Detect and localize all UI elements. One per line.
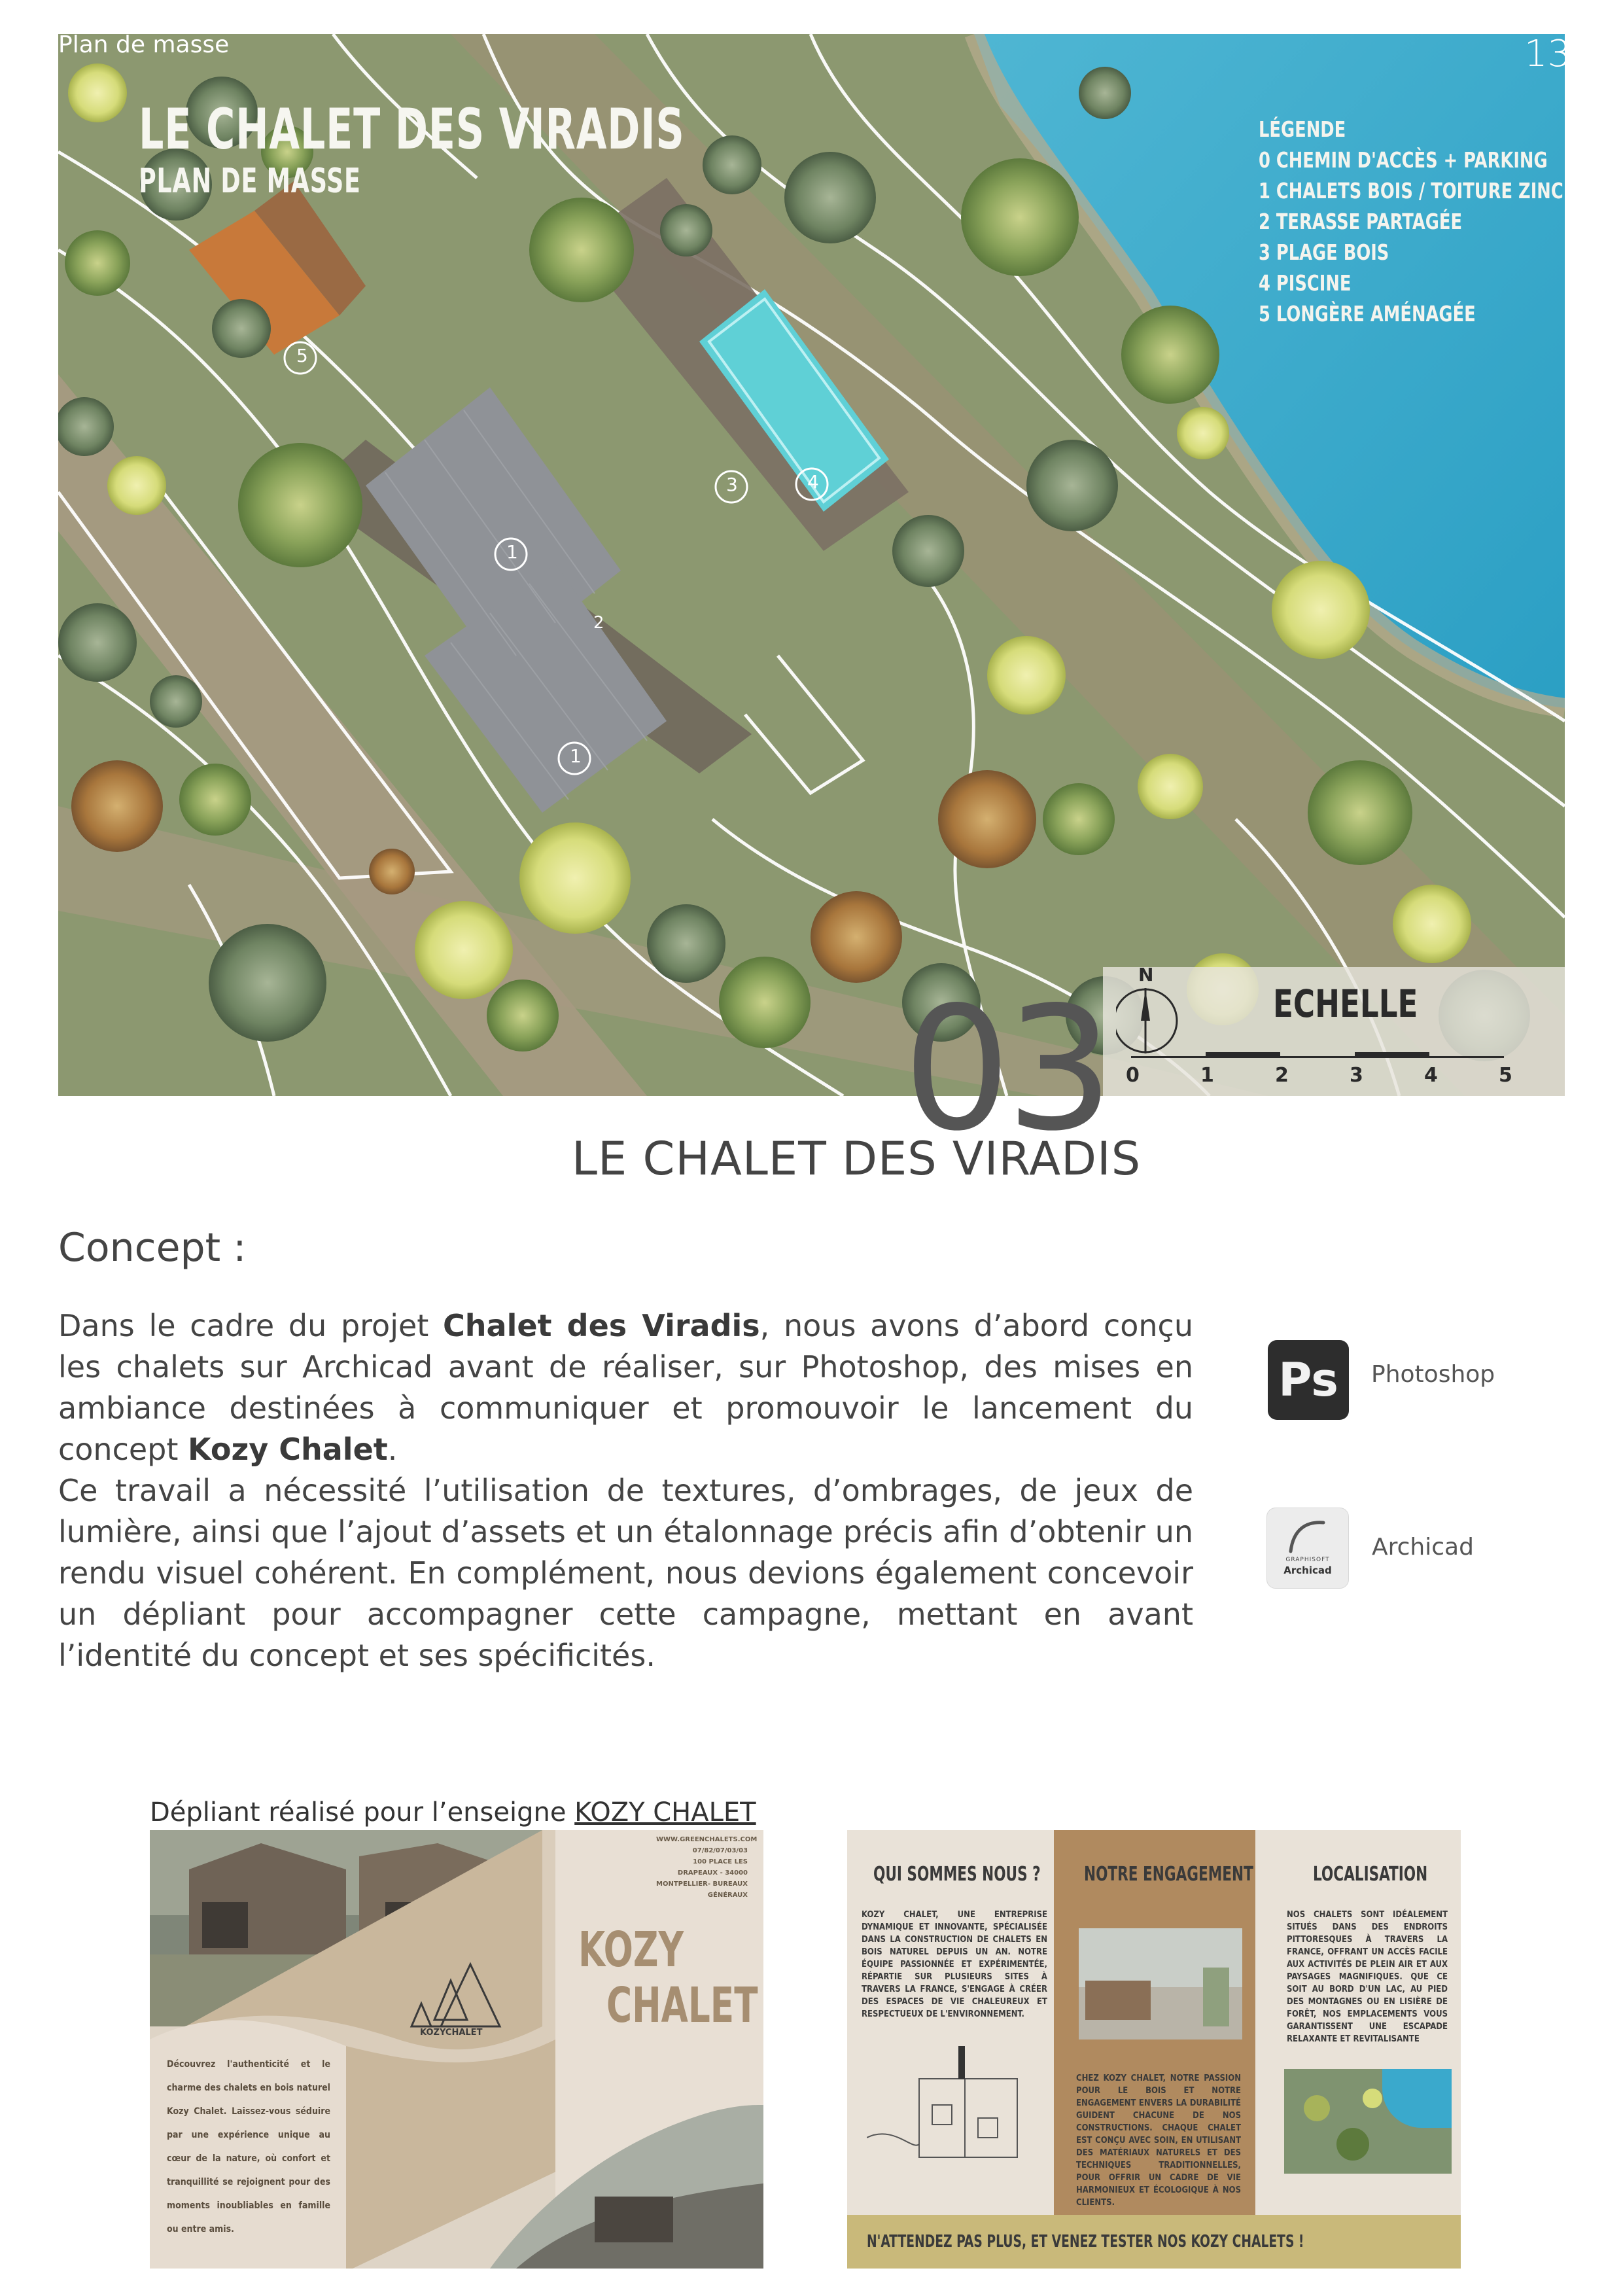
scale-bar-segment: [1206, 1052, 1280, 1058]
north-arrow-icon: [1116, 980, 1188, 1059]
brochure-brand-kozy: KOZY: [578, 1922, 684, 1978]
scale-bar-segment: [1355, 1052, 1429, 1058]
archicad-icon-brand: GRAPHISOFT: [1285, 1557, 1330, 1563]
col2-body: CHEZ KOZY CHALET, NOTRE PASSION POUR LE BOIS ET NOTRE ENGAGEMENT ENVERS LA DURABILITÉ GUIDENT CHACUNE DE NOS CONSTRUCTIONS. CHAQUE CHALET EST CONÇU AVEC SOIN, EN UTILISANT DES MATÉRIAUX NATURELS ET DES TECHNIQUES TRADITIONNELLES, POUR OFFRIR UN CADRE DE VIE HARMONIEUX ET ÉCOLOGIQUE À NOS CLIENTS.: [1076, 2074, 1241, 2208]
legend-item: 5 LONGÈRE AMÉNAGÉE: [1259, 301, 1476, 327]
section-label: Plan de masse: [58, 31, 230, 58]
legend-item: 1 CHALETS BOIS / TOITURE ZINC: [1259, 178, 1563, 203]
col2-photo: [1079, 1928, 1242, 2040]
contact-phone: 07/82/07/03/03: [692, 1847, 748, 1854]
col1-body: KOZY CHALET, UNE ENTREPRISE DYNAMIQUE ET INNOVANTE, SPÉCIALISÉE DANS LA CONSTRUCTION DE CHALETS EN BOIS NATUREL DEPUIS UN AN. NOTRE ÉQUIPE PASSIONNÉE ET EXPÉRIMENTÉE, RÉPARTIE SUR PLUSIEURS SITES À TRAVERS LA FRANCE, S'ENGAGE À CRÉER DES ESPACES DE VIE CHALEUREUX ET RESPECTUEUX DE L'ENVIRONNEMENT.: [862, 1910, 1047, 2019]
marker-terrasse: 2: [593, 613, 604, 633]
scale-tick: 1: [1200, 1064, 1214, 1087]
north-label: N: [1138, 964, 1154, 985]
marker-chalet-1: 1: [506, 541, 518, 563]
legend-item: 0 CHEMIN D'ACCÈS + PARKING: [1259, 147, 1548, 173]
archicad-label: Archicad: [1372, 1534, 1474, 1561]
col1-title: QUI SOMMES NOUS ?: [873, 1863, 1041, 1886]
legend-item: 2 TERASSE PARTAGÉE: [1259, 209, 1463, 234]
brochure-footer-text: N'ATTENDEZ PAS PLUS, ET VENEZ TESTER NOS KOZY CHALETS !: [867, 2232, 1304, 2252]
legend-item: 3 PLAGE BOIS: [1259, 239, 1389, 265]
photoshop-label: Photoshop: [1371, 1361, 1495, 1388]
scale-tick: 3: [1350, 1064, 1363, 1087]
col3-plan-thumbnail: [1284, 2069, 1452, 2174]
scale-label: ECHELLE: [1273, 981, 1418, 1026]
brochure-outside: [150, 1830, 763, 2269]
page-number: 13: [1524, 33, 1571, 75]
plan-title: LE CHALET DES VIRADIS: [139, 97, 685, 162]
brochure-inside: [847, 1830, 1461, 2269]
archicad-icon-text: Archicad: [1283, 1564, 1332, 1576]
scale-tick: 5: [1499, 1064, 1512, 1087]
col1-plan-sketch: [867, 2046, 1043, 2190]
kozy-logo-text: KOZYCHALET: [420, 2028, 483, 2038]
marker-longere: 5: [296, 345, 308, 366]
concept-p2: Ce travail a nécessité l’utilisation de textures, d’ombrages, de jeux de lumière, ainsi que l’ajout d’assets et un étalonnage précis afin d’obtenir un rendu visuel cohérent. En complément, nous devions également concevoir un dépliant pour accompagner cette campagne, mettant en avant l’identité du concept et ses spécificités.: [58, 1473, 1193, 1673]
legend-title: LÉGENDE: [1259, 116, 1346, 142]
scale-tick: 0: [1126, 1064, 1140, 1087]
scale-tick: 2: [1275, 1064, 1289, 1087]
concept-p1-c: , nous avons d’abord conçu les chalets sur Archicad avant de réaliser, sur Photoshop, des mises en ambiance destinées à communiquer et promouvoir le lancement du concept: [58, 1308, 1193, 1467]
col2-title: NOTRE ENGAGEMENT: [1084, 1863, 1253, 1886]
brochure-contact: [656, 1834, 758, 1901]
legend-item: 4 PISCINE: [1259, 270, 1352, 296]
marker-plage: 3: [726, 474, 738, 495]
concept-brand-name: Kozy Chalet: [188, 1432, 388, 1467]
brochure-caption: [150, 1797, 756, 1828]
plan-subtitle: PLAN DE MASSE: [139, 162, 361, 201]
photoshop-icon-text: Ps: [1278, 1353, 1338, 1407]
concept-text: [58, 1305, 1193, 1676]
plan-legend: [1259, 114, 1565, 329]
contact-address: 100 PLACE LES DRAPEAUX - 34000: [677, 1858, 748, 1877]
brochure-brand-chalet: CHALET: [606, 1977, 758, 2034]
concept-p1-e: .: [387, 1432, 398, 1467]
contact-office: MONTPELLIER- BUREAUX GÉNÉRAUX: [656, 1881, 748, 1899]
scale-panel: [1103, 964, 1565, 1096]
col3-body: NOS CHALETS SONT IDÉALEMENT SITUÉS DANS DES ENDROITS PITTORESQUES À TRAVERS LA FRANCE, OFFRANT UN ACCÈS FACILE AUX ACTIVITÉS DE PLEIN AIR ET AUX PAYSAGES MAGNIFIQUES. QUE CE SOIT AU BORD D'UN LAC, AU PIED DES MONTAGNES OU EN LISIÈRE DE FORÊT, NOS EMPLACEMENTS VOUS GARANTISSENT UNE ESCAPADE RELAXANTE ET REVITALISANTE: [1287, 1910, 1448, 2044]
archicad-arc-icon: [1287, 1517, 1329, 1554]
section-number: 03: [903, 971, 1109, 1169]
concept-p1-a: Dans le cadre du projet: [58, 1308, 444, 1343]
marker-chalet-2: 1: [570, 745, 582, 767]
caption-brand-link[interactable]: KOZY CHALET: [574, 1797, 756, 1828]
photoshop-icon: [1268, 1340, 1349, 1420]
col3-title: LOCALISATION: [1313, 1863, 1428, 1886]
archicad-icon: [1266, 1508, 1349, 1589]
concept-project-name: Chalet des Viradis: [443, 1308, 760, 1343]
concept-heading: Concept :: [58, 1225, 247, 1271]
section-title: LE CHALET DES VIRADIS: [572, 1132, 1142, 1186]
brochure-outside-body: Découvrez l'authenticité et le charme des chalets en bois naturel Kozy Chalet. Laissez-vous séduire par une expérience unique au cœur de la nature, où confort et tranquillité se rejoignent pour des moments inoubliables en famille ou entre amis.: [167, 2059, 330, 2234]
marker-piscine: 4: [807, 471, 819, 493]
caption-prefix: Dépliant réalisé pour l’enseigne: [150, 1797, 575, 1828]
scale-tick: 4: [1424, 1064, 1438, 1087]
scale-bar: [1131, 1056, 1504, 1058]
site-plan-image: [58, 34, 1565, 1096]
contact-website: WWW.GREENCHALETS.COM: [656, 1836, 758, 1843]
